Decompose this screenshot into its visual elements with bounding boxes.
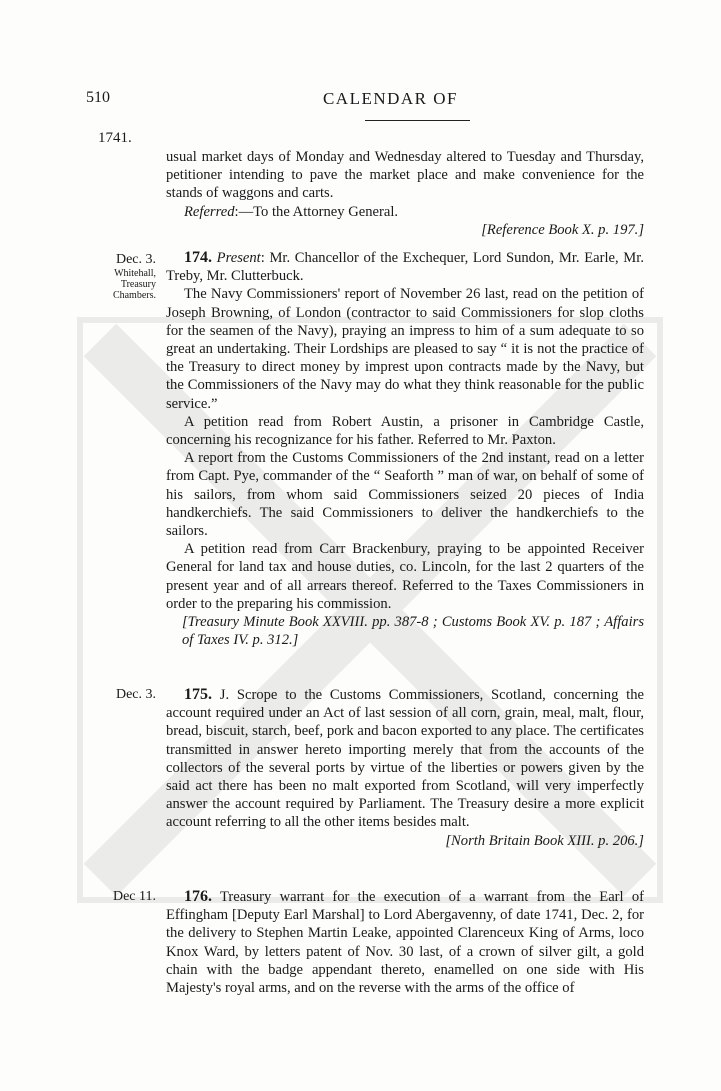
entry-175 <box>166 686 644 850</box>
entry-174-reference <box>166 613 644 649</box>
referred-label: Referred <box>184 203 235 220</box>
present-text: : Mr. Chancellor of the Exchequer, Lord Sundon, Mr. Earle, Mr. Treby, Mr. Clutterbuck. <box>166 250 644 285</box>
entry-175-reference-text: [North Britain Book XIII. p. 206.] <box>445 832 644 849</box>
entry-176 <box>166 888 644 997</box>
entry-176-margin <box>86 891 156 905</box>
intro-text: usual market days of Monday and Wednesday altered to Tuesday and Thursday, petitioner intending to pave the market place and make convenience for the stands of waggons and carts. <box>166 149 644 202</box>
entry-176-date: Dec 11. <box>112 889 156 904</box>
referred-text: :—To the Attorney General. <box>234 203 399 220</box>
entry-174-place-3: Chambers. <box>112 290 156 301</box>
running-title: CALENDAR OF <box>322 89 459 108</box>
entry-175-body: J. Scrope to the Customs Commissioners, Scotland, concerning the account required under an Act of last session of all corn, grain, meal, malt, flour, bread, biscuit, starch, beef, pork and bacon exported to any place. The certificates transmitted in answer hereto importing merely that from the accounts of the collectors of the several ports by virtue of the liberties or powers given by the said act there has been no malt exported from Scotland, will very imperfectly answer the account required by Parliament. The Treasury desire a more explicit account referring to all the other items besides malt. <box>166 687 644 831</box>
entry-174-reference-text: [Treasury Minute Book XXVIII. pp. 387-8 ; Customs Book XV. p. 187 ; Affairs of Taxes IV. p. 312.] <box>182 614 644 649</box>
entry-174-place-2: Treasury <box>120 279 156 290</box>
entry-174-para-3: A report from the Customs Commissioners of the 2nd instant, read on a letter from Capt. Pye, commander of the “ Seaforth ” man of war, on behalf of some of his sailors, from whom said Commissioners seized 20 pieces of India handkerchiefs. The said Commissioners to deliver the handkerchiefs to the sailors. <box>166 450 644 540</box>
entry-176-body: Treasury warrant for the execution of a warrant from the Earl of Effingham [Deputy Earl Marshal] to Lord Abergavenny, of date 1741, Dec. 2, for the delivery to Stephen Martin Leake, appointed Clarenceux King of Arms, loco Knox Ward, by letters patent of Nov. 30 last, of a crown of silver gilt, a gold chain with the badge appendant thereto, enamelled on one side with His Majesty's royal arms, and on the reverse with the arms of the office of <box>166 889 644 997</box>
entry-174-para-2: A petition read from Robert Austin, a prisoner in Cambridge Castle, concerning his recognizance for his father. Referred to Mr. Paxton. <box>166 413 644 449</box>
entry-174-place-1: Whitehall, <box>114 268 156 279</box>
entry-175-reference <box>166 832 644 850</box>
entry-174-present <box>166 249 644 285</box>
entry-174 <box>166 249 644 649</box>
entry-175-number: 175. <box>184 686 212 703</box>
entry-175-text <box>166 686 644 832</box>
title-rule <box>365 120 470 121</box>
entry-176-number: 176. <box>184 888 212 905</box>
entry-176-text <box>166 888 644 997</box>
intro-block <box>166 148 644 239</box>
entry-174-para-1: The Navy Commissioners' report of November 26 last, read on the petition of Joseph Browning, of London (contractor to said Commissioners for slop cloths for the seamen of the Navy), praying an impress to him of a sum adequate to so great an undertaking. Their Lordships are pleased to say “ it is not the practice of the Treasury to direct money by imprest upon contracts made by the Navy, but the Commissioners of the Navy may do what they think reasonable for the public service.” <box>166 286 644 412</box>
referred-line <box>166 203 644 221</box>
entry-174-date: Dec. 3. <box>115 252 156 267</box>
margin-year: 1741. <box>98 130 132 146</box>
page-number: 510 <box>86 89 110 106</box>
entry-174-number: 174. <box>184 249 212 266</box>
intro-reference <box>166 221 644 239</box>
present-label: Present <box>216 250 261 266</box>
entry-175-date: Dec. 3. <box>115 687 156 702</box>
entry-174-para-4: A petition read from Carr Brackenbury, praying to be appointed Receiver General for land tax and house duties, co. Lincoln, for the last 2 quarters of the present year and of all arrears thereof. Referred to the Taxes Commissioners in order to the preparing his commission. <box>166 541 644 612</box>
entry-174-margin <box>86 254 156 301</box>
intro-reference-text: [Reference Book X. p. 197.] <box>481 221 644 238</box>
entry-175-margin <box>86 689 156 703</box>
